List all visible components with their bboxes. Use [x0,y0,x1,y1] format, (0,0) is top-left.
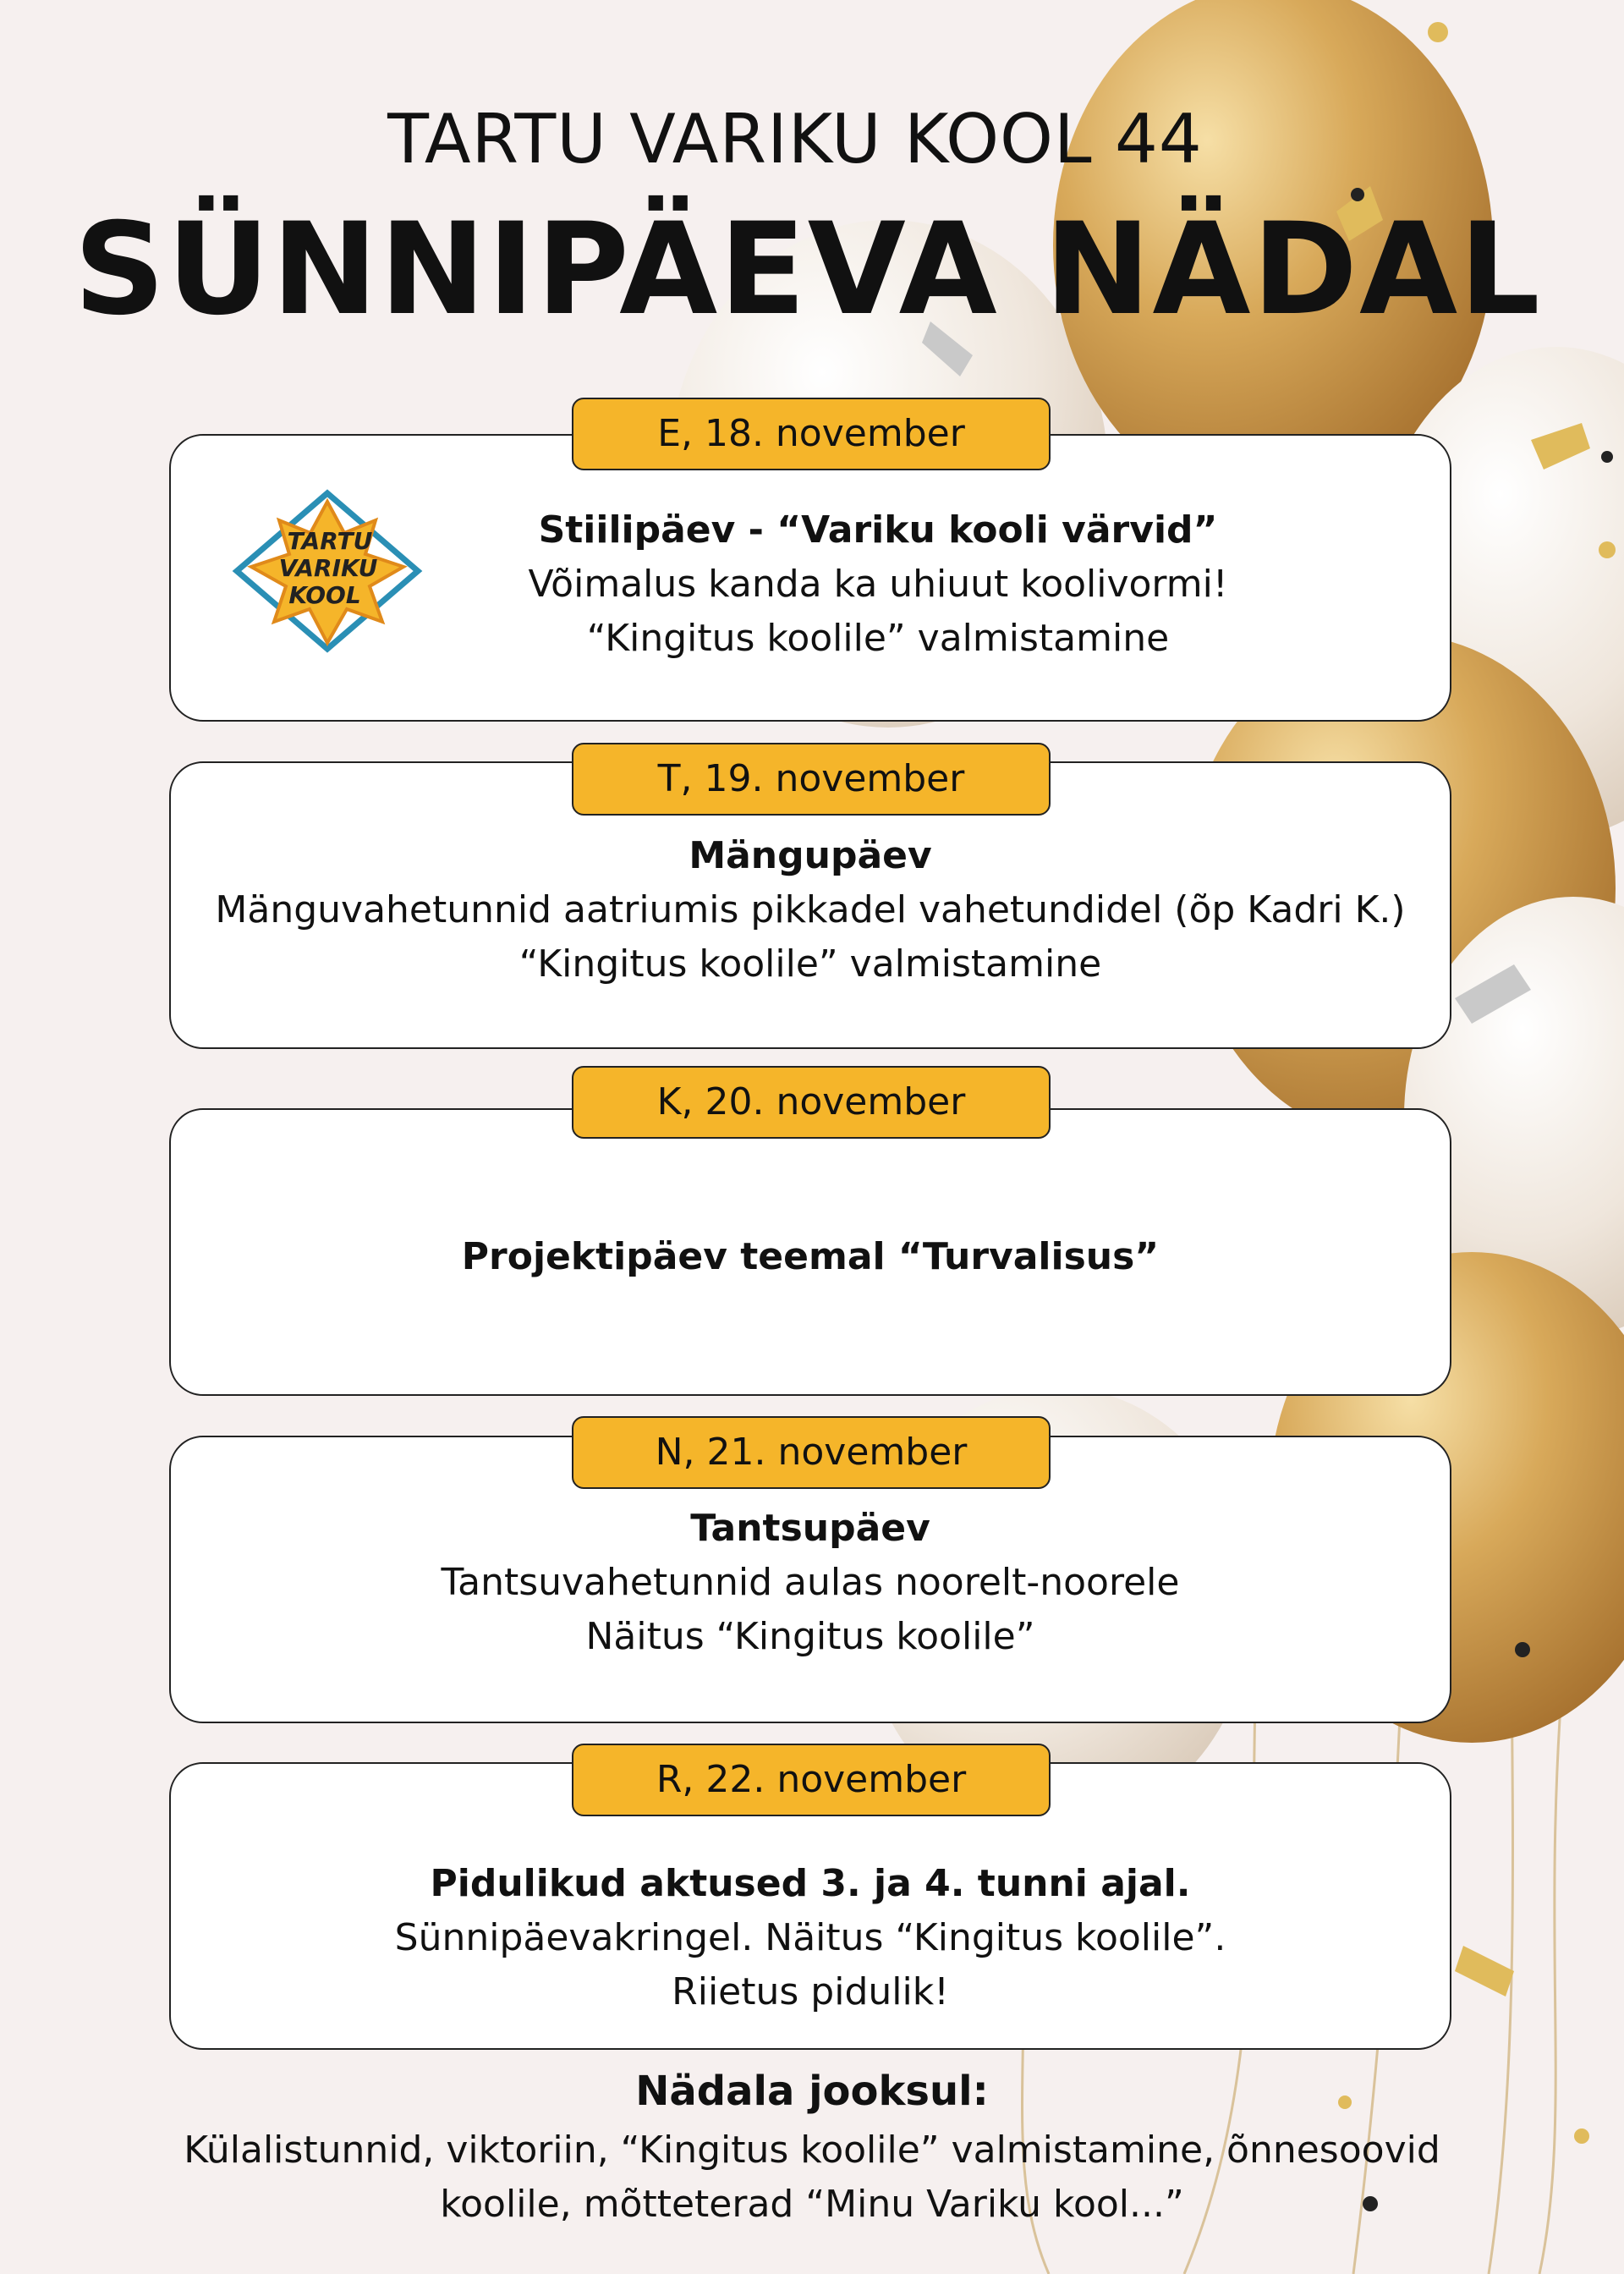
day-line: Mänguvahetunnid aatriumis pikkadel vahetundidel (õp Kadri K.) [215,888,1406,931]
day-title: Stiilipäev - “Variku kooli värvid” [538,508,1218,552]
date-tab: R, 22. november [572,1744,1051,1816]
day-line: Tantsuvahetunnid aulas noorelt-noorele [441,1561,1180,1604]
day-line: “Kingitus koolile” valmistamine [586,617,1170,660]
date-tab: T, 19. november [572,743,1051,816]
school-name: TARTU VARIKU KOOL 44 [387,100,1203,179]
week-line: Külalistunnid, viktoriin, “Kingitus koolile” valmistamine, õnnesoovid [184,2128,1440,2172]
week-heading: Nädala jooksul: [635,2068,989,2115]
date-tab: K, 20. november [572,1066,1051,1139]
day-card-wednesday [169,1108,1451,1396]
svg-text:VARIKU: VARIKU [278,554,378,582]
svg-text:TARTU: TARTU [287,527,373,555]
day-line: Riietus pidulik! [672,1970,949,2013]
page-title: SÜNNIPÄEVA NÄDAL [74,196,1542,343]
week-line: koolile, mõtteterad “Minu Variku kool...” [440,2183,1184,2226]
day-line: “Kingitus koolile” valmistamine [518,942,1102,986]
day-card-monday [169,434,1451,722]
day-line: Sünnipäevakringel. Näitus “Kingitus koolile”. [394,1916,1226,1959]
day-title: Pidulikud aktused 3. ja 4. tunni ajal. [430,1862,1191,1905]
date-tab: N, 21. november [572,1416,1051,1489]
svg-text:KOOL: KOOL [288,581,361,609]
day-title: Projektipäev teemal “Turvalisus” [461,1235,1160,1278]
week-description [152,2123,1472,2232]
day-line: Näitus “Kingitus koolile” [585,1615,1035,1658]
date-tab: E, 18. november [572,398,1051,470]
day-title: Mängupäev [689,834,932,877]
day-line: Võimalus kanda ka uhiuut koolivormi! [528,563,1228,606]
day-title: Tantsupäev [690,1507,930,1550]
